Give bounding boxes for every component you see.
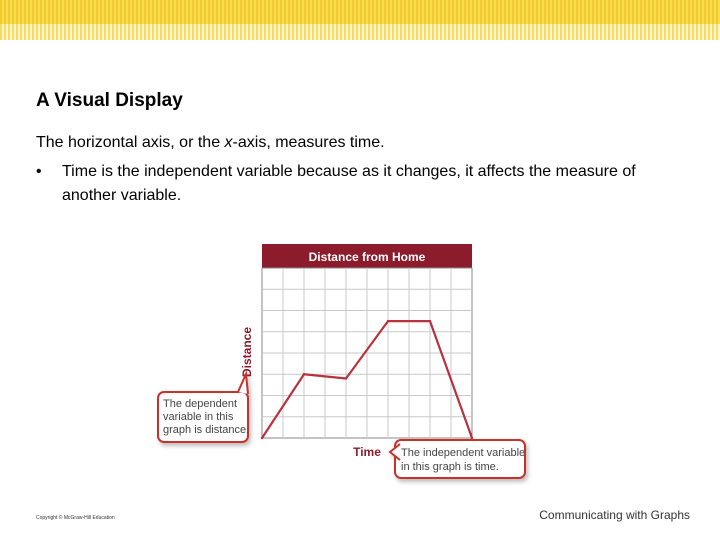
section-name: Communicating with Graphs <box>539 508 690 522</box>
data-point <box>471 437 473 439</box>
axis-description-prefix: The horizontal axis, or the <box>36 134 225 151</box>
chart-svg <box>150 232 540 492</box>
top-decorative-band <box>0 0 720 40</box>
data-point <box>303 373 305 375</box>
data-point <box>387 320 389 322</box>
slide-title: A Visual Display <box>36 90 183 111</box>
distance-chart <box>150 232 540 492</box>
callout-line: The dependent <box>163 398 238 410</box>
callout-line: in this graph is time. <box>401 461 499 473</box>
copyright-notice: Copyright © McGraw-Hill Education <box>36 515 115 521</box>
callout-line: The independent variable <box>401 447 526 459</box>
bullet-text: Time is the independent variable because as it changes, it affects the measure of another variable. <box>62 163 636 204</box>
axis-description-suffix: -axis, measures time. <box>232 134 385 151</box>
data-point <box>429 320 431 322</box>
chart-title: Distance from Home <box>308 250 426 264</box>
bullet-marker: • <box>36 163 42 180</box>
data-point <box>261 437 263 439</box>
axis-description-italic: x <box>224 134 233 151</box>
data-point <box>345 377 347 379</box>
dependent-variable-text <box>163 398 249 436</box>
y-axis-label: Distance <box>240 326 254 378</box>
axis-description <box>36 134 385 152</box>
callout-line: graph is distance. <box>163 424 250 436</box>
x-axis-label: Time <box>353 445 381 459</box>
callout-line: variable in this <box>163 411 234 423</box>
